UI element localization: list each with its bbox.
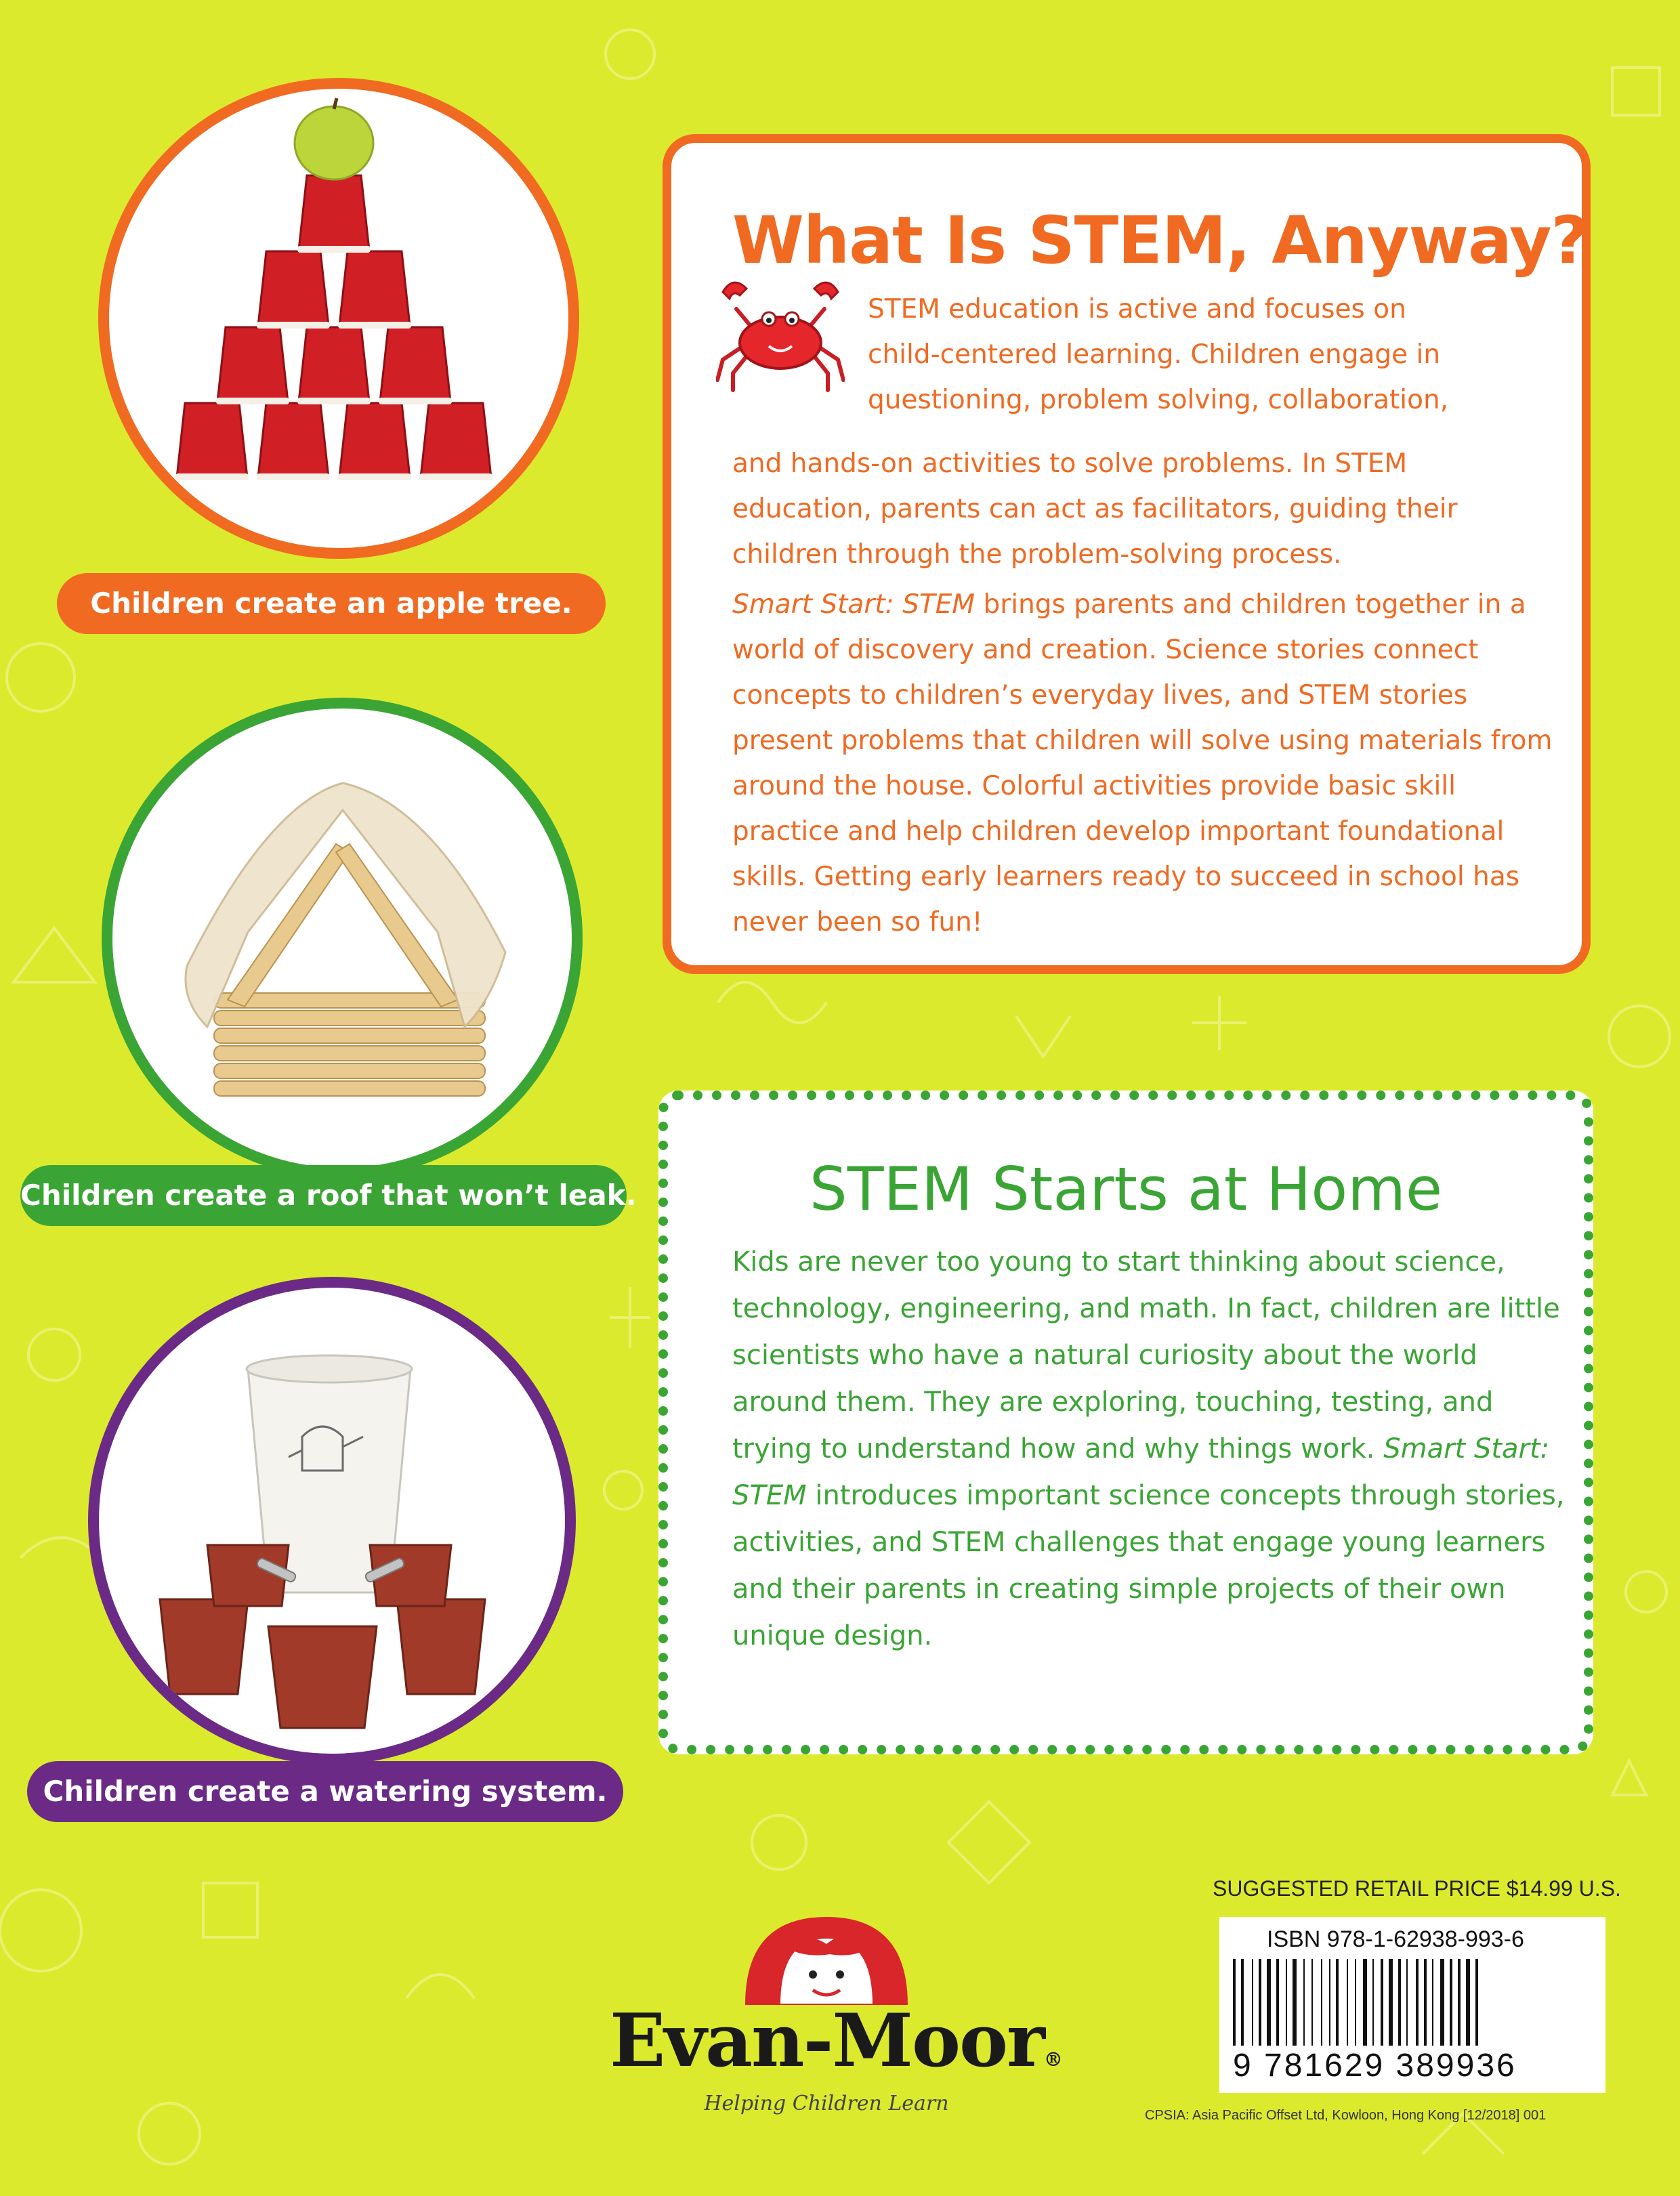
- caption-roof: Children create a roof that won’t leak.: [20, 1165, 627, 1226]
- what-is-stem-box: [663, 134, 1591, 974]
- book-title: Smart Start: STEM: [732, 589, 975, 620]
- stem-starts-at-home-para: [732, 1239, 1566, 1660]
- stem-starts-at-home-title: STEM Starts at Home: [809, 1154, 1443, 1224]
- book-title: Smart Start: STEM: [732, 1433, 1550, 1511]
- stem-starts-at-home-box: [658, 1091, 1593, 1754]
- cup-pyramid-icon: [109, 89, 570, 549]
- para-line: education, parents can act as facilitators, guiding their: [732, 494, 1458, 524]
- para-text: brings parents and children together in a world of discovery and creation. Science stories connect concepts to children’s everyday lives, and STEM stories present problems that children will solve using materials from around the house. Colorful activities provide basic skill practice and help children develop important foundational skills. Getting early learners ready to succeed in school has never been so fun!: [732, 589, 1553, 937]
- caption-watering-system: Children create a watering system.: [27, 1761, 623, 1822]
- registered-mark: ®: [1043, 2048, 1062, 2071]
- photo-roof: [102, 698, 583, 1179]
- watering-system-icon: [99, 1288, 566, 1755]
- para-text: introduces important science concepts through stories, activities, and STEM challenges that engage young learners and their parents in creating simple projects of their own unique design.: [732, 1480, 1565, 1651]
- caption-apple-tree: Children create an apple tree.: [57, 573, 606, 634]
- retail-price: SUGGESTED RETAIL PRICE $14.99 U.S.: [1213, 1876, 1621, 1901]
- what-is-stem-title: What Is STEM, Anyway?: [732, 203, 1589, 278]
- photo-watering-system: [88, 1277, 576, 1765]
- publisher-name: [610, 1998, 1062, 2084]
- para-line: children through the problem-solving process.: [732, 539, 1342, 570]
- barcode-panel: [1219, 1917, 1605, 2093]
- para-line: questioning, problem solving, collaboration,: [868, 385, 1449, 415]
- what-is-stem-para-2: [732, 582, 1566, 945]
- publisher-logo: [610, 1903, 1062, 2120]
- stick-house-icon: [112, 709, 573, 1169]
- para-line: STEM education is active and focuses on: [868, 294, 1406, 324]
- what-is-stem-para-1: [732, 287, 1566, 423]
- photo-apple-tree: [98, 78, 579, 559]
- barcode-icon: [1233, 1959, 1599, 2046]
- publisher-name-text: Evan-Moor: [610, 1998, 1044, 2084]
- para-line: child-centered learning. Children engage in: [868, 339, 1441, 370]
- what-is-stem-para-1-rest: [732, 441, 1566, 577]
- para-text: Kids are never too young to start thinking about science, technology, engineering, and math. In fact, children are little scientists who have a natural curiosity about the world around them. They are exploring, touching, testing, and trying to understand how and why things work.: [732, 1246, 1560, 1464]
- para-line: and hands-on activities to solve problems. In STEM: [732, 448, 1408, 479]
- cpsia-note: CPSIA: Asia Pacific Offset Ltd, Kowloon, Hong Kong [12/2018] 001: [1145, 2108, 1547, 2123]
- barcode-number: 9 781629 389936: [1233, 2048, 1517, 2084]
- publisher-tagline: Helping Children Learn: [704, 2092, 949, 2115]
- evan-moor-girl-logo-icon: [698, 1903, 955, 2005]
- isbn: ISBN 978-1-62938-993-6: [1267, 1926, 1524, 1952]
